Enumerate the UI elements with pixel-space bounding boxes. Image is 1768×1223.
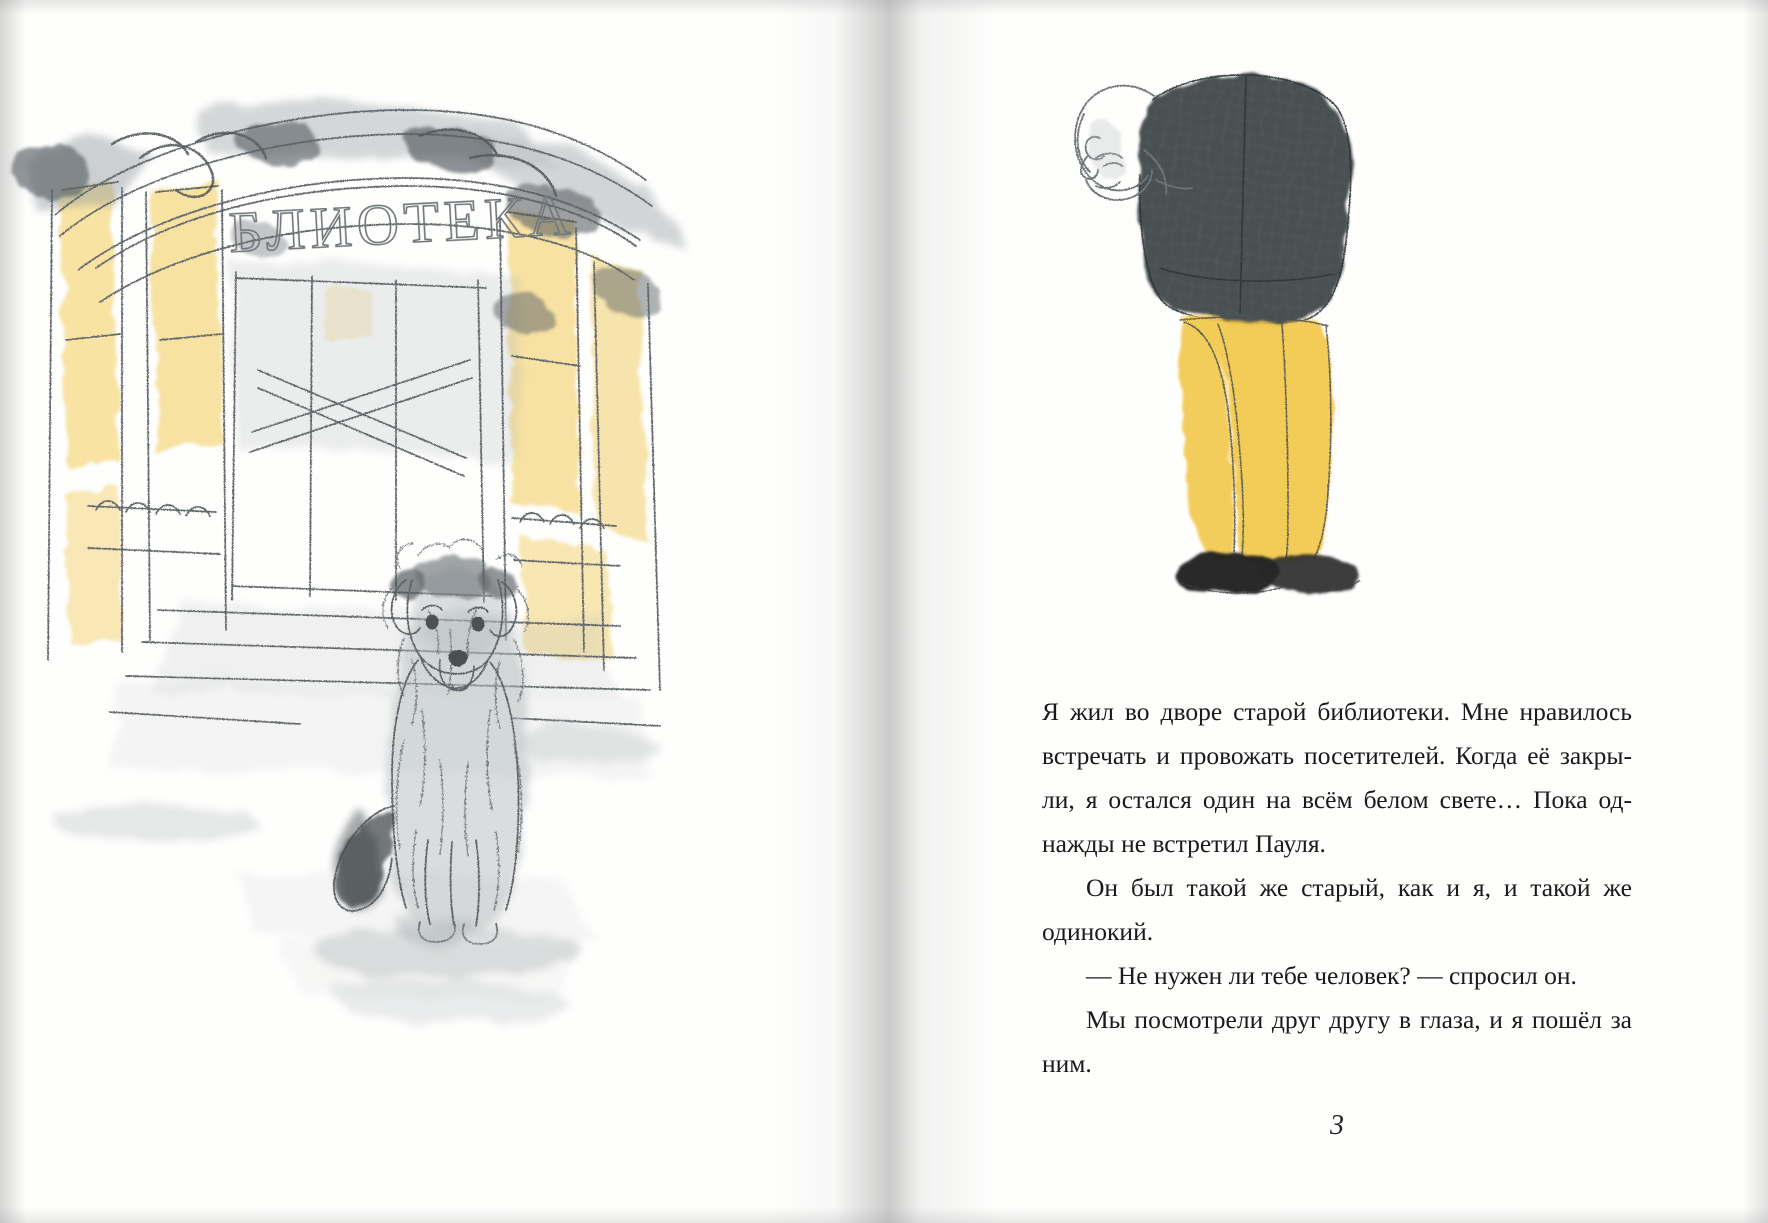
page-edge-shadow-top-right	[884, 0, 1768, 14]
page-edge-shadow-bottom	[0, 1207, 884, 1223]
old-library-with-dog-illustration	[0, 40, 740, 1050]
old-man-bowing-illustration	[1034, 30, 1454, 640]
right-page	[884, 0, 1768, 1223]
page-edge-shadow-right	[1742, 0, 1768, 1223]
library-sign-text: БЛИОТЕКА	[227, 181, 577, 265]
paragraph-4: Мы посмотрели друг другу в глаза, и я пошёл за ним.	[1042, 1005, 1632, 1078]
page-number: 3	[1330, 1110, 1344, 1141]
paragraph-1: Я жил во дворе старой библиотеки. Мне нравилось встречать и провожать посетителей. Когда её закрыли, я остался один на всём белом свете… Пока однажды не встретил Пауля.	[1042, 697, 1632, 858]
paragraph-3: — Не нужен ли тебе человек? — спросил он.	[1086, 961, 1577, 990]
paragraph-2: Он был такой же старый, как и я, и такой же одинокий.	[1042, 873, 1632, 946]
page-edge-shadow-bottom-right	[884, 1207, 1768, 1223]
page-edge-shadow-top	[0, 0, 884, 14]
body-text-block	[1042, 690, 1632, 1086]
